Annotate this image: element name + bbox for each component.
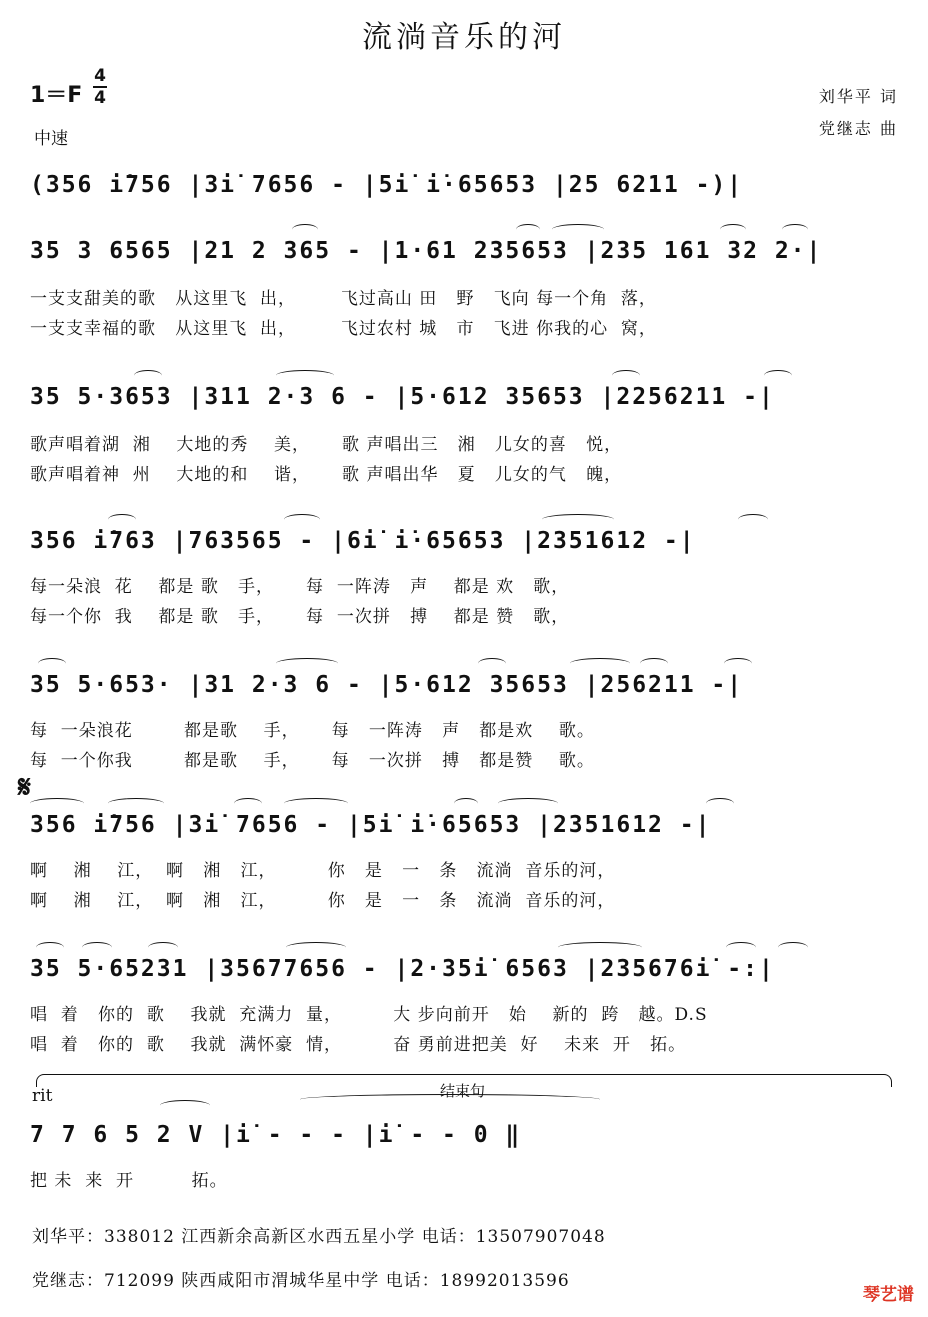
watermark-logo: 琴艺谱	[863, 1285, 914, 1305]
lyrics-verse-2: 唱 着 你的 歌 我就 满怀豪 情， 奋 勇前进把美 好 未来 开 拓。	[30, 1035, 687, 1055]
notation-line: 35 5·653· |31 2·3 6 - |5·612 35653 |256211 -|	[30, 672, 744, 698]
lyrics-ending: 把 未 来 开 拓。	[30, 1171, 228, 1191]
notation-line: (356 i̇756 |3i̇ 7656 - |5i̇ i̇·65653 |25 6211 -)|	[30, 172, 744, 198]
lyrics-verse-2: 每 一个你我 都是歌 手， 每 一次拼 搏 都是赞 歌。	[30, 751, 595, 771]
notation-line: 356 i̇763 |763565 - |6i̇ i̇·65653 |2351612 -|	[30, 528, 696, 554]
lyrics-verse-1: 每一朵浪 花 都是 歌 手， 每 一阵涛 声 都是 欢 歌，	[30, 577, 570, 597]
notation-line: 35 5·65231 |35677656 - |2·35i̇ 6563 |235676i̇ -:|	[30, 956, 775, 982]
notation-line: 35 3 6565 |21 2 365 - |1·61 235653 |235 161 32 2·|	[30, 238, 823, 264]
lyrics-verse-1: 唱 着 你的 歌 我就 充满力 量， 大 步向前开 始 新的 跨 越。D.S	[30, 1005, 708, 1025]
tempo-marking: 中速	[34, 129, 68, 149]
time-signature-bottom: 4	[94, 88, 106, 108]
contact-composer: 党继志：712099 陕西咸阳市渭城华星中学 电话：18992013596	[32, 1271, 570, 1291]
contact-lyricist: 刘华平：338012 江西新余高新区水西五星小学 电话：13507907048	[32, 1227, 606, 1247]
time-signature	[92, 66, 108, 108]
lyrics-verse-1: 歌声唱着湖 湘 大地的秀 美， 歌 声唱出三 湘 儿女的喜 悦，	[30, 435, 623, 455]
ending-label: 结束句	[440, 1082, 486, 1100]
composer-credit: 党继志 曲	[818, 119, 898, 138]
notation-line: 7 7 6 5 2 V |i̇ - - - |i̇ - - 0 ‖	[30, 1122, 522, 1148]
lyrics-verse-2: 啊 湘 江， 啊 湘 江， 你 是 一 条 流淌 音乐的河，	[30, 891, 616, 911]
notation-line: 356 i̇756 |3i̇ 7656 - |5i̇ i̇·65653 |2351612 -|	[30, 812, 712, 838]
lyrics-verse-1: 每 一朵浪花 都是歌 手， 每 一阵涛 声 都是欢 歌。	[30, 721, 595, 741]
notation-line: 35 5·3653 |311 2·3 6 - |5·612 35653 |2256211 -|	[30, 384, 775, 410]
lyrics-verse-2: 歌声唱着神 州 大地的和 谐， 歌 声唱出华 夏 儿女的气 魄，	[30, 465, 623, 485]
lyrics-verse-1: 啊 湘 江， 啊 湘 江， 你 是 一 条 流淌 音乐的河，	[30, 861, 616, 881]
key-signature: 1＝F	[30, 83, 83, 108]
lyricist-credit: 刘华平 词	[818, 87, 898, 106]
segno-sign: 𝄋	[18, 770, 31, 805]
time-signature-top: 4	[94, 66, 106, 86]
lyrics-verse-1: 一支支甜美的歌 从这里飞 出， 飞过高山 田 野 飞向 每一个角 落，	[30, 289, 657, 309]
lyrics-verse-2: 一支支幸福的歌 从这里飞 出， 飞过农村 城 市 飞进 你我的心 窝，	[30, 319, 657, 339]
ritardando-marking: rit	[32, 1086, 53, 1106]
lyrics-verse-2: 每一个你 我 都是 歌 手， 每 一次拼 搏 都是 赞 歌，	[30, 607, 570, 627]
song-title: 流淌音乐的河	[362, 20, 566, 55]
